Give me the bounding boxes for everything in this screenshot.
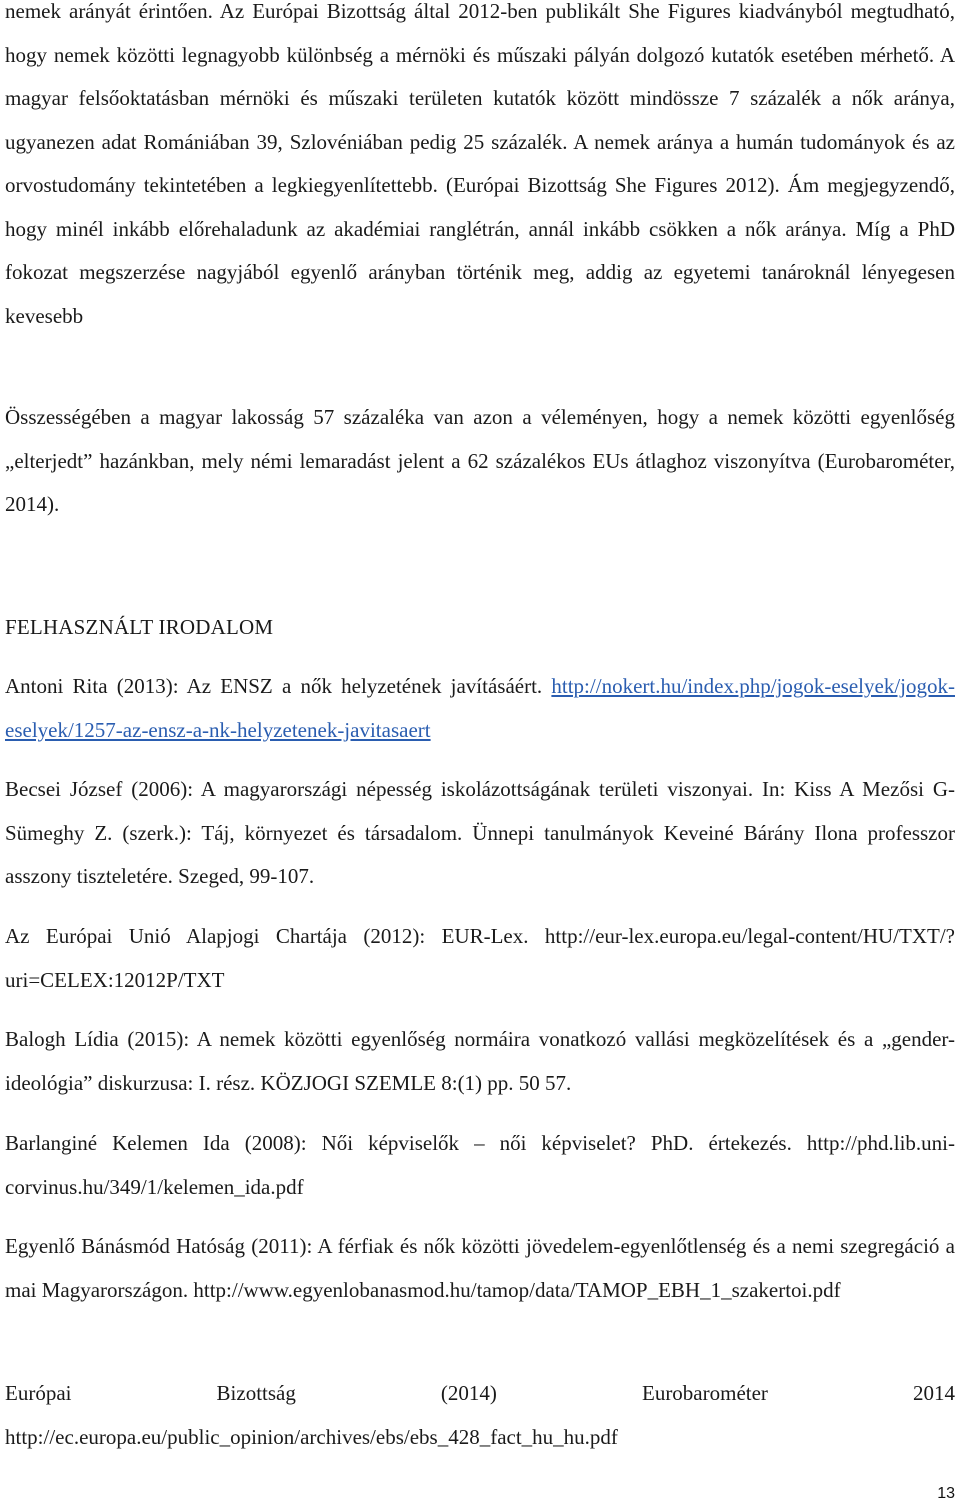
reference-eu-charter: Az Európai Unió Alapjogi Chartája (2012): EUR-Lex. http://eur-lex.europa.eu/legal-content/HU/TXT/?uri=CELEX:12012P/TXT <box>5 924 955 992</box>
reference-becsei: Becsei József (2006): A magyarországi népesség iskolázottságának területi viszonyai. In: Kiss A Mezősi G-Sümeghy Z. (szerk.): Táj, környezet és társadalom. Ünnepi tanulmányok Keveiné Bárány Ilona professzor asszony tiszteletére. Szeged, 99-107. <box>5 777 955 888</box>
reference-antoni-link[interactable]: http://nokert.hu/index.php/jogok-eselyek/jogok-eselyek/1257-az-ensz-a-nk-helyzetenek-javitasaert <box>5 674 955 742</box>
reference-eurobarometer: Európai Bizottság (2014) Eurobarométer 2014 http://ec.europa.eu/public_opinion/archives/ebs/ebs_428_fact_hu_hu.pdf <box>5 1381 955 1449</box>
reference-antoni <box>5 665 955 752</box>
body-paragraph-2: Összességében a magyar lakosság 57 százaléka van azon a véleményen, hogy a nemek közötti egyenlőség „elterjedt” hazánkban, mely némi lemaradást jelent a 62 százalékos EUs átlaghoz viszonyítva (Eurobarométer, 2014). <box>5 405 955 516</box>
reference-balogh: Balogh Lídia (2015): A nemek közötti egyenlőség normáira vonatkozó vallási megközelítések és a „gender-ideológia” diskurzusa: I. rész. KÖZJOGI SZEMLE 8:(1) pp. 50 57. <box>5 1027 955 1095</box>
references-heading: FELHASZNÁLT IRODALOM <box>5 615 274 639</box>
reference-barlangine: Barlanginé Kelemen Ida (2008): Női képviselők – női képviselet? PhD. értekezés. http://phd.lib.uni-corvinus.hu/349/1/kelemen_ida.pdf <box>5 1131 955 1199</box>
page-number: 13 <box>937 1485 955 1502</box>
reference-ebh: Egyenlő Bánásmód Hatóság (2011): A férfiak és nők közötti jövedelem-egyenlőtlenség és a nemi szegregáció a mai Magyarországon. http://www.egyenlobanasmod.hu/tamop/data/TAMOP_EBH_1_szakertoi.pdf <box>5 1234 955 1302</box>
body-paragraph-1: nemek arányát érintően. Az Európai Bizottság által 2012-ben publikált She Figures kiadványból megtudható, hogy nemek közötti legnagyobb különbség a mérnöki és műszaki pályán dolgozó kutatók esetében mérhető. A magyar felsőoktatásban mérnöki és műszaki területen kutatók között mindössze 7 százalék a nők aránya, ugyanezen adat Romániában 39, Szlovéniában pedig 25 százalék. A nemek aránya a humán tudományok és az orvostudomány tekintetében a legkiegyenlítettebb. (Európai Bizottság She Figures 2012). Ám megjegyzendő, hogy minél inkább előrehaladunk az akadémiai ranglétrán, annál inkább csökken a nők aránya. Míg a PhD fokozat megszerzése nagyjából egyenlő arányban történik meg, addig az egyetemi tanároknál lényegesen kevesebb <box>5 0 955 328</box>
reference-antoni-text: Antoni Rita (2013): Az ENSZ a nők helyzetének javításáért. <box>5 674 552 698</box>
